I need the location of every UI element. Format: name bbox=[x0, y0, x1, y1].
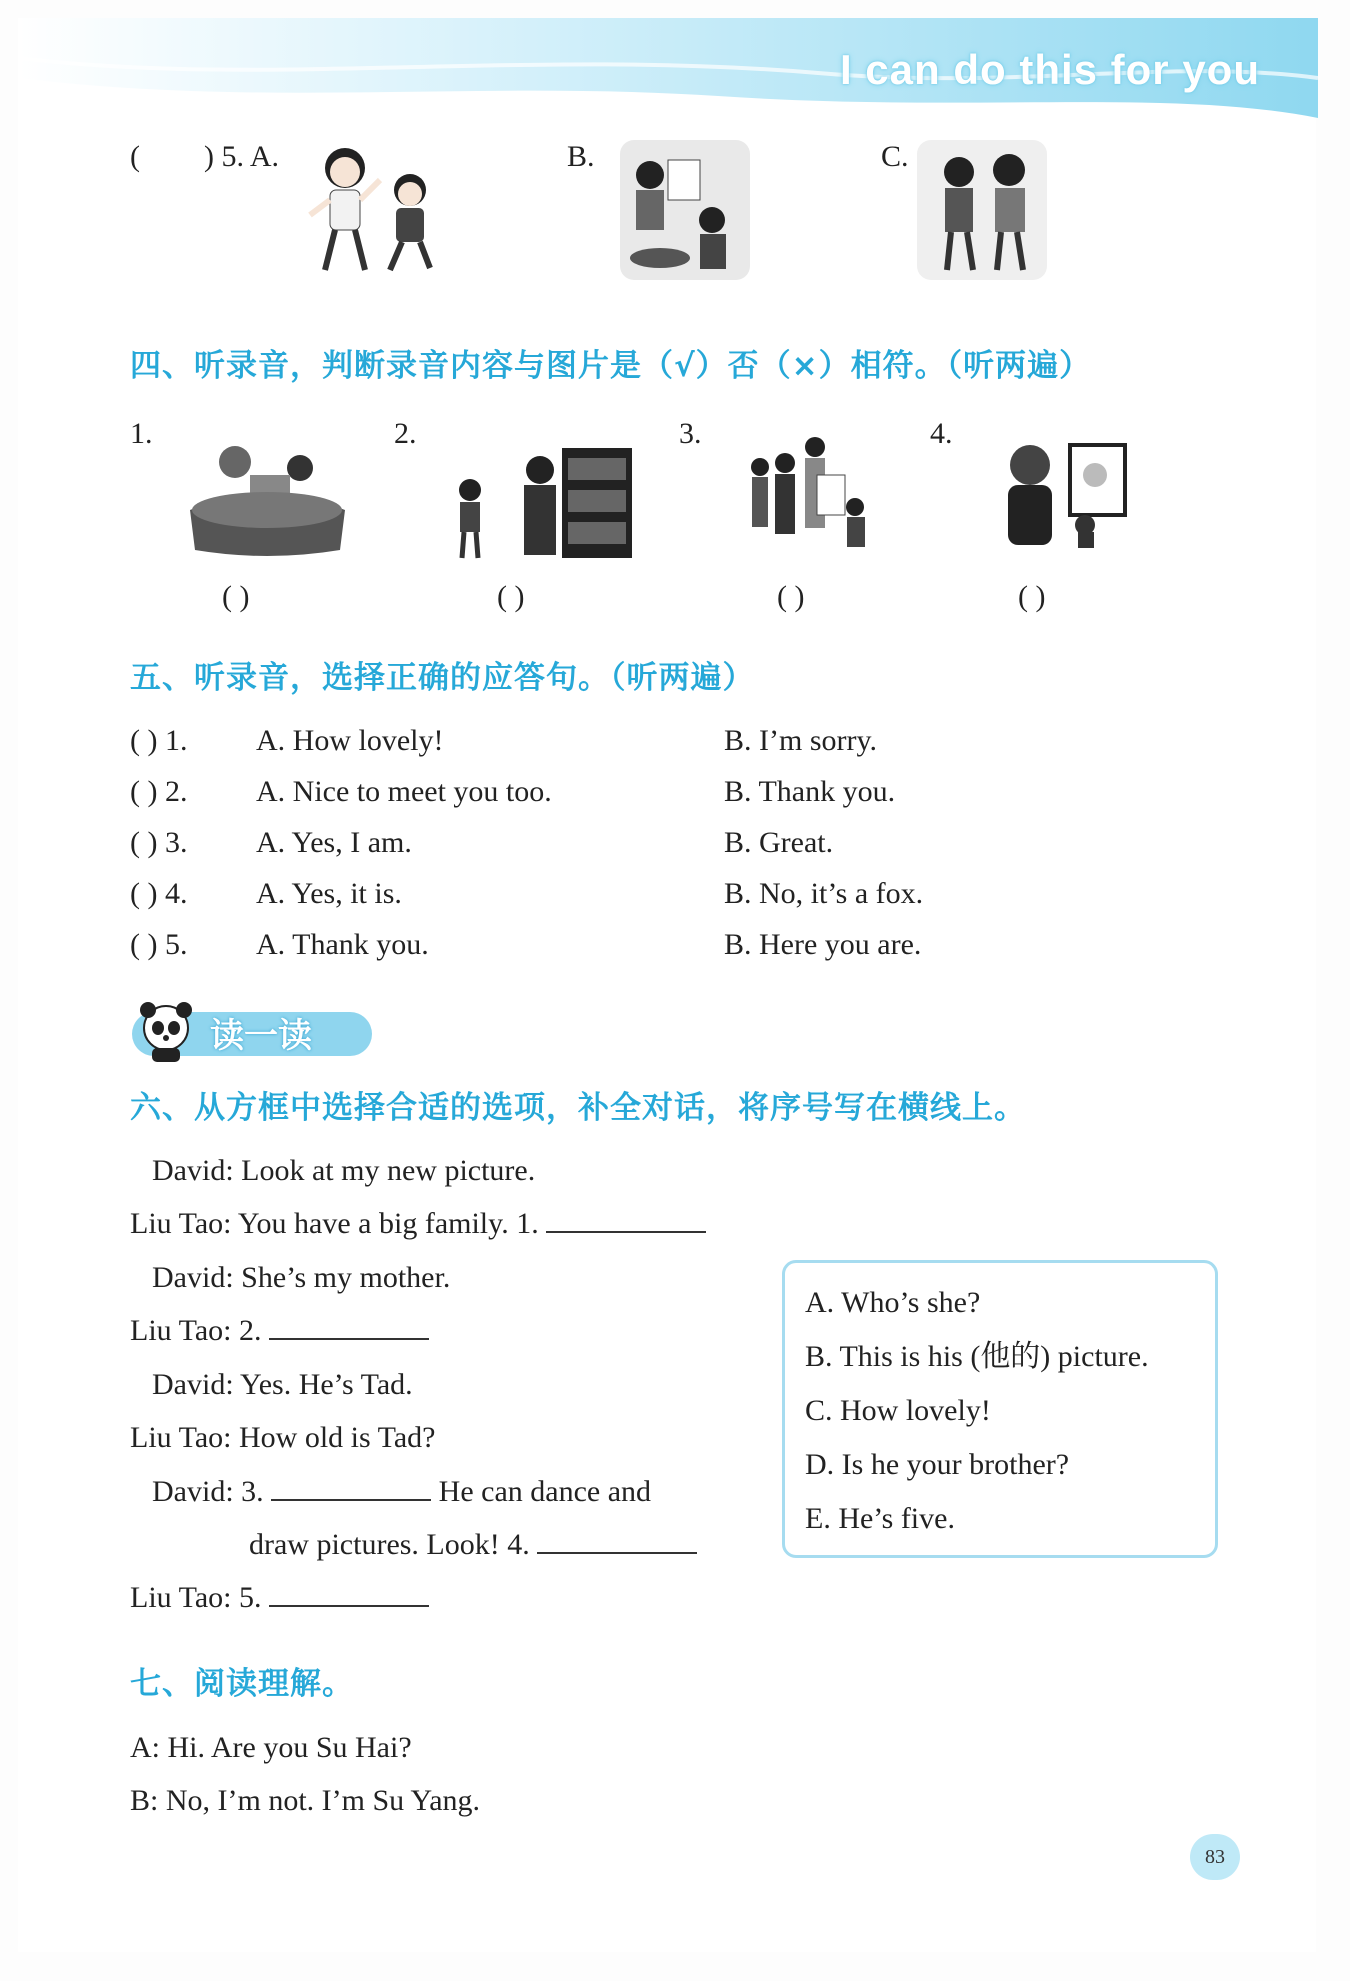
q2-paren: ( ) 2. bbox=[130, 775, 188, 808]
answer-paren-4: ( ) bbox=[1018, 580, 1046, 613]
q5-paren: ( ) 5. bbox=[130, 928, 188, 961]
question-5-label: ) 5. A. bbox=[204, 140, 279, 173]
q4-option-b: B. No, it’s a fox. bbox=[724, 877, 924, 910]
q1-option-a: A. How lovely! bbox=[256, 724, 444, 757]
q3-option-b: B. Great. bbox=[724, 826, 834, 859]
q5-option-b: B. Here you are. bbox=[724, 928, 922, 961]
blank-4[interactable] bbox=[537, 1530, 697, 1554]
banner-title: I can do this for you bbox=[839, 46, 1260, 93]
option-b: B. This is his (他的) picture. bbox=[805, 1340, 1149, 1373]
reading-line-1: A: Hi. Are you Su Hai? bbox=[130, 1731, 412, 1764]
blank-2[interactable] bbox=[269, 1316, 429, 1340]
boy-and-girl-walking bbox=[917, 140, 1047, 280]
option-b-label: B. bbox=[567, 140, 595, 173]
option-c: C. How lovely! bbox=[805, 1394, 991, 1427]
panda-icon bbox=[138, 1000, 194, 1064]
cat-and-dog-birthday-cake-picture bbox=[190, 440, 345, 560]
q4-paren: ( ) 4. bbox=[130, 877, 188, 910]
q2-option-a: A. Nice to meet you too. bbox=[256, 775, 552, 808]
dialogue-line-5: David: Yes. He’s Tad. bbox=[152, 1368, 413, 1401]
read-badge-label: 读一读 bbox=[210, 1016, 312, 1056]
q2-option-b: B. Thank you. bbox=[724, 775, 896, 808]
q3-option-a: A. Yes, I am. bbox=[256, 826, 412, 859]
q1-paren: ( ) 1. bbox=[130, 724, 188, 757]
item-2-number: 2. bbox=[394, 417, 417, 450]
girl-giving-gift-picture bbox=[450, 440, 635, 565]
children-dancing-picture bbox=[300, 140, 450, 280]
dialogue-line-4: Liu Tao: 2. bbox=[130, 1313, 429, 1349]
family-and-boy-drawing-picture bbox=[745, 435, 875, 565]
q4-option-a: A. Yes, it is. bbox=[256, 877, 402, 910]
item-1-number: 1. bbox=[130, 417, 153, 450]
read-section-badge bbox=[132, 1000, 372, 1064]
reading-line-2: B: No, I’m not. I’m Su Yang. bbox=[130, 1784, 481, 1817]
dialogue-line-3: David: She’s my mother. bbox=[152, 1261, 451, 1294]
blank-1[interactable] bbox=[546, 1209, 706, 1233]
q3-paren: ( ) 3. bbox=[130, 826, 188, 859]
boys-looking-at-picture bbox=[620, 140, 750, 280]
dialogue-line-9: Liu Tao: 5. bbox=[130, 1580, 429, 1616]
section-4-heading: 四、听录音，判断录音内容与图片是（√）否（×）相符。（听两遍） bbox=[130, 348, 1092, 384]
answer-paren-3: ( ) bbox=[777, 580, 805, 613]
answer-paren-1: ( ) bbox=[222, 580, 250, 613]
option-c-label: C. bbox=[881, 140, 909, 173]
dialogue-line-1: David: Look at my new picture. bbox=[152, 1154, 536, 1187]
options-box bbox=[782, 1260, 1218, 1558]
option-e: E. He’s five. bbox=[805, 1502, 955, 1535]
page-number: 83 bbox=[1190, 1834, 1240, 1880]
dialogue-line-8: draw pictures. Look! 4. bbox=[249, 1527, 697, 1563]
answer-paren-open: ( bbox=[130, 140, 140, 173]
blank-3[interactable] bbox=[271, 1477, 431, 1501]
q5-option-a: A. Thank you. bbox=[256, 928, 429, 961]
dialogue-line-7: David: 3. He can dance and bbox=[152, 1475, 652, 1508]
item-4-number: 4. bbox=[930, 417, 953, 450]
section-7-heading: 七、阅读理解。 bbox=[130, 1666, 354, 1702]
cat-and-mouse-picture-frame bbox=[990, 440, 1135, 550]
option-a: A. Who’s she? bbox=[805, 1286, 981, 1319]
dialogue-line-2: Liu Tao: You have a big family. 1. bbox=[130, 1206, 706, 1242]
blank-5[interactable] bbox=[269, 1583, 429, 1607]
item-3-number: 3. bbox=[679, 417, 702, 450]
q1-option-b: B. I’m sorry. bbox=[724, 724, 878, 757]
section-6-heading: 六、从方框中选择合适的选项，补全对话，将序号写在横线上。 bbox=[130, 1090, 1026, 1126]
option-d: D. Is he your brother? bbox=[805, 1448, 1070, 1481]
section-5-heading: 五、听录音，选择正确的应答句。（听两遍） bbox=[130, 660, 755, 696]
dialogue-line-6: Liu Tao: How old is Tad? bbox=[130, 1421, 436, 1454]
answer-paren-2: ( ) bbox=[497, 580, 525, 613]
